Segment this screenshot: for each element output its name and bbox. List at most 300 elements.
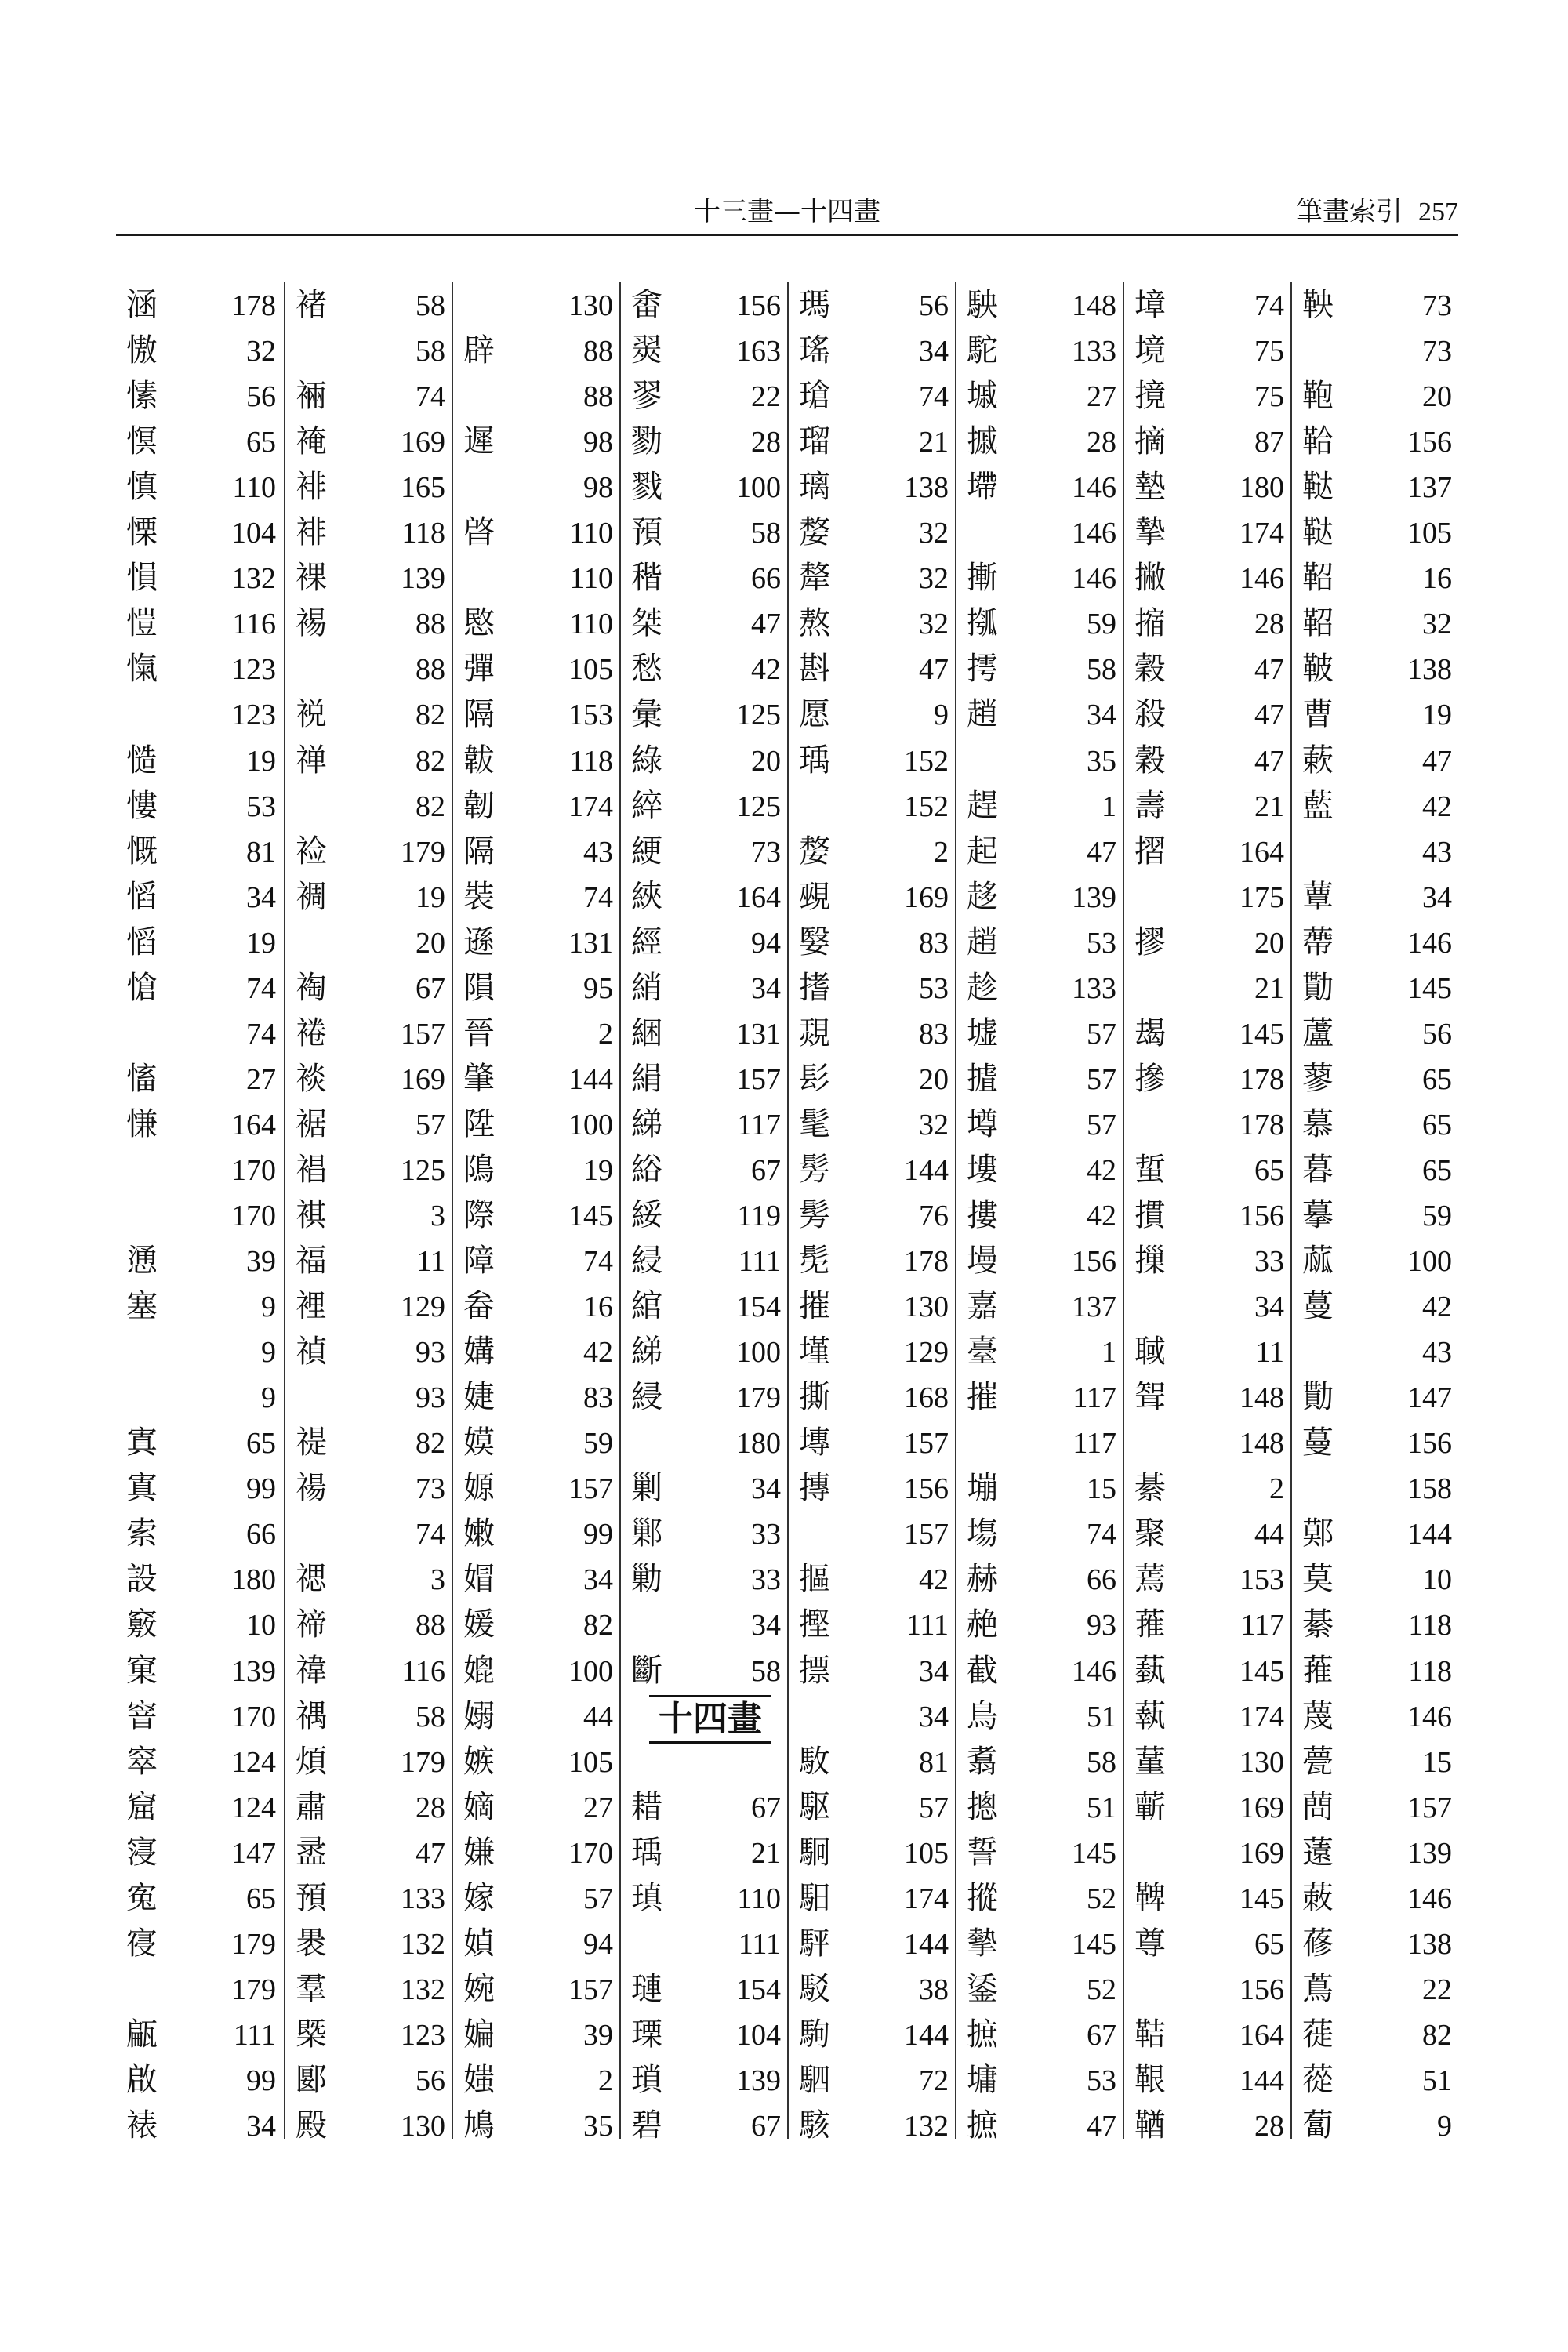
entry-character: 犛 — [799, 560, 830, 597]
index-entry — [1124, 1784, 1292, 1830]
entry-page-ref: 34 — [751, 971, 781, 1005]
entry-page-ref: 147 — [231, 1836, 276, 1870]
entry-page-ref: 3 — [430, 1200, 445, 1232]
index-entry — [453, 1011, 621, 1056]
index-entry — [1124, 1602, 1292, 1647]
entry-character: 寘 — [126, 1470, 158, 1507]
section-label: 筆畫索引 — [1296, 196, 1403, 227]
index-entry — [285, 464, 453, 510]
entry-page-ref: 132 — [401, 1973, 445, 2006]
index-entry — [1292, 783, 1460, 829]
page-number: 257 — [1418, 198, 1458, 227]
index-entry — [285, 328, 453, 373]
index-entry — [116, 1875, 284, 1921]
entry-page-ref: 179 — [736, 1381, 781, 1415]
entry-page-ref: 137 — [1407, 471, 1452, 505]
entry-page-ref: 67 — [751, 1791, 781, 1824]
entry-character: 綃 — [631, 969, 662, 1006]
entry-character: 誓 — [967, 1834, 998, 1871]
entry-character: 裪 — [296, 969, 327, 1006]
index-entry — [789, 2103, 956, 2148]
index-entry — [956, 1602, 1124, 1647]
entry-character: 窣 — [126, 1743, 158, 1780]
index-entry — [116, 920, 284, 965]
index-entry — [285, 783, 453, 829]
entry-character: 桀 — [631, 605, 662, 642]
index-entry — [789, 1830, 956, 1875]
entry-page-ref: 20 — [1254, 926, 1284, 960]
entry-character: 蔓 — [1302, 1288, 1334, 1325]
index-entry — [116, 1329, 284, 1374]
entry-page-ref: 11 — [1255, 1336, 1284, 1370]
index-entry — [621, 1011, 789, 1056]
entry-page-ref: 130 — [1240, 1745, 1284, 1779]
index-entry — [1292, 1648, 1460, 1693]
entry-page-ref: 169 — [1240, 1791, 1284, 1824]
entry-character: 裶 — [296, 514, 327, 551]
entry-page-ref: 2 — [598, 1017, 613, 1051]
index-entry — [1124, 1147, 1292, 1192]
entry-character: 預 — [631, 514, 662, 551]
entry-character: 蓷 — [1134, 1606, 1166, 1643]
entry-page-ref: 73 — [416, 1472, 445, 1506]
entry-character: 媢 — [463, 1561, 495, 1598]
entry-page-ref: 132 — [231, 562, 276, 596]
entry-character: 綆 — [631, 833, 662, 869]
entry-page-ref: 164 — [1240, 835, 1284, 869]
index-entry — [453, 874, 621, 920]
entry-page-ref: 148 — [1240, 1427, 1284, 1461]
index-entry — [453, 1830, 621, 1875]
entry-character: 瑀 — [631, 1834, 662, 1871]
index-entry — [956, 2103, 1124, 2148]
entry-page-ref: 82 — [416, 1427, 445, 1461]
index-entry — [285, 1329, 453, 1374]
entry-page-ref: 56 — [416, 2063, 445, 2097]
index-entry — [116, 282, 284, 328]
entry-page-ref: 74 — [583, 880, 613, 914]
entry-character: 愫 — [126, 378, 158, 415]
entry-character: 慠 — [126, 332, 158, 369]
index-entry — [1124, 510, 1292, 555]
entry-page-ref: 74 — [416, 380, 445, 414]
index-entry — [116, 510, 284, 555]
entry-character: 綅 — [631, 1379, 662, 1416]
entry-character: 摘 — [1134, 423, 1166, 460]
index-entry — [285, 1602, 453, 1647]
entry-character: 蓚 — [1302, 1925, 1334, 1962]
entry-character: 盝 — [296, 1834, 327, 1871]
entry-character: 戮 — [631, 469, 662, 506]
index-entry — [789, 1602, 956, 1647]
entry-character: 慕 — [1302, 1105, 1334, 1142]
index-entry — [116, 874, 284, 920]
entry-page-ref: 38 — [919, 1973, 949, 2006]
entry-character: 辟 — [463, 332, 495, 369]
index-entry — [453, 1693, 621, 1739]
entry-page-ref: 43 — [1422, 1336, 1452, 1370]
entry-page-ref: 21 — [751, 1836, 781, 1870]
index-entry — [1292, 1830, 1460, 1875]
index-entry — [116, 1602, 284, 1647]
index-entry — [789, 1511, 956, 1556]
entry-character: 禅 — [296, 742, 327, 779]
index-entry — [1124, 965, 1292, 1011]
entry-page-ref: 169 — [401, 426, 445, 459]
entry-page-ref: 94 — [751, 926, 781, 960]
index-entry — [956, 1830, 1124, 1875]
entry-page-ref: 47 — [1422, 744, 1452, 778]
entry-character: 境 — [1134, 332, 1166, 369]
entry-character: 起 — [967, 833, 998, 869]
index-entry — [285, 2103, 453, 2148]
index-entry — [789, 1192, 956, 1238]
entry-character: 畬 — [631, 287, 662, 323]
entry-page-ref: 58 — [1087, 653, 1116, 687]
index-entry — [453, 1374, 621, 1420]
index-entry — [285, 1283, 453, 1329]
entry-page-ref: 82 — [1422, 2018, 1452, 2052]
entry-page-ref: 178 — [231, 289, 276, 322]
index-entry — [1124, 373, 1292, 419]
entry-page-ref: 132 — [904, 2110, 949, 2143]
entry-page-ref: 146 — [1072, 517, 1116, 550]
index-entry — [453, 510, 621, 555]
index-entry — [116, 1374, 284, 1420]
entry-page-ref: 66 — [1087, 1563, 1116, 1597]
entry-page-ref: 34 — [919, 335, 949, 368]
index-entry — [956, 2012, 1124, 2057]
index-entry — [789, 1966, 956, 2012]
entry-page-ref: 118 — [1408, 1609, 1452, 1642]
index-entry — [956, 1556, 1124, 1602]
index-entry — [1124, 1556, 1292, 1602]
entry-page-ref: 105 — [904, 1836, 949, 1870]
index-entry — [1292, 646, 1460, 691]
entry-character: 裣 — [296, 833, 327, 869]
entry-character: 綅 — [631, 1243, 662, 1279]
entry-page-ref: 47 — [416, 1836, 445, 1870]
index-entry — [453, 1102, 621, 1147]
entry-character: 窠 — [126, 1652, 158, 1689]
entry-page-ref: 156 — [1407, 1427, 1452, 1461]
entry-character: 綦 — [1302, 1606, 1334, 1643]
entry-page-ref: 93 — [416, 1381, 445, 1415]
entry-page-ref: 52 — [1087, 1973, 1116, 2006]
index-entry — [789, 1238, 956, 1283]
index-entry — [116, 829, 284, 874]
entry-page-ref: 81 — [246, 835, 276, 869]
entry-page-ref: 117 — [1240, 1609, 1284, 1642]
index-entry — [285, 1648, 453, 1693]
entry-page-ref: 51 — [1087, 1791, 1116, 1824]
entry-character: 髧 — [799, 1243, 830, 1279]
entry-page-ref: 145 — [1072, 1836, 1116, 1870]
entry-page-ref: 138 — [1407, 1927, 1452, 1961]
index-entry — [285, 419, 453, 464]
entry-page-ref: 34 — [1087, 699, 1116, 732]
index-entry — [956, 1875, 1124, 1921]
index-entry — [1292, 1329, 1460, 1374]
entry-character: 綦 — [1134, 1470, 1166, 1507]
index-entry — [453, 2012, 621, 2057]
entry-character: 裼 — [296, 605, 327, 642]
index-entry — [1292, 282, 1460, 328]
entry-character: 摹 — [1302, 1197, 1334, 1233]
entry-character: 髟 — [799, 1060, 830, 1097]
entry-page-ref: 34 — [919, 1700, 949, 1733]
entry-page-ref: 116 — [232, 608, 276, 641]
index-entry — [621, 1374, 789, 1420]
index-entry — [621, 1147, 789, 1192]
index-entry — [116, 783, 284, 829]
entry-page-ref: 169 — [1240, 1836, 1284, 1870]
entry-page-ref: 32 — [1422, 608, 1452, 641]
entry-page-ref: 133 — [1072, 335, 1116, 368]
entry-page-ref: 152 — [904, 744, 949, 778]
entry-character: 蔕 — [1302, 924, 1334, 960]
index-entry — [285, 1238, 453, 1283]
entry-character: 摽 — [799, 1652, 830, 1689]
entry-character: 裞 — [296, 696, 327, 733]
entry-page-ref: 138 — [1407, 653, 1452, 687]
entry-page-ref: 20 — [1422, 380, 1452, 414]
entry-page-ref: 19 — [416, 880, 445, 914]
entry-character: 摯 — [1134, 514, 1166, 551]
index-column — [787, 282, 956, 2143]
index-entry — [1292, 920, 1460, 965]
index-entry — [285, 1830, 453, 1875]
entry-character: 鄚 — [1302, 1515, 1334, 1552]
entry-character: 摺 — [1134, 833, 1166, 869]
index-entry — [621, 1329, 789, 1374]
index-entry — [116, 2103, 284, 2148]
entry-character: 摳 — [799, 1561, 830, 1598]
stroke-index-table — [116, 282, 1458, 2143]
index-entry — [1124, 1011, 1292, 1056]
entry-character: 媜 — [463, 1925, 495, 1962]
index-entry — [789, 1329, 956, 1374]
entry-page-ref: 148 — [1072, 289, 1116, 322]
index-entry — [453, 738, 621, 783]
entry-page-ref: 16 — [1422, 562, 1452, 596]
entry-page-ref: 157 — [736, 1062, 781, 1096]
entry-page-ref: 93 — [1087, 1609, 1116, 1642]
entry-character: 耤 — [631, 1788, 662, 1825]
entry-page-ref: 139 — [401, 562, 445, 596]
entry-character: 綠 — [631, 742, 662, 779]
entry-character: 煩 — [296, 1743, 327, 1780]
entry-page-ref: 144 — [904, 1153, 949, 1187]
entry-character: 鳩 — [463, 2107, 495, 2143]
entry-character: 馹 — [799, 1879, 830, 1916]
entry-page-ref: 20 — [919, 1062, 949, 1096]
entry-character: 嫄 — [463, 1470, 495, 1507]
entry-character: 勦 — [631, 1561, 662, 1598]
entry-page-ref: 125 — [736, 699, 781, 732]
entry-page-ref: 56 — [246, 380, 276, 414]
index-entry — [789, 2012, 956, 2057]
entry-page-ref: 100 — [736, 1336, 781, 1370]
entry-page-ref: 42 — [1087, 1153, 1116, 1187]
index-entry — [621, 874, 789, 920]
entry-page-ref: 33 — [1254, 1245, 1284, 1279]
entry-page-ref: 130 — [904, 1290, 949, 1324]
index-entry — [1124, 282, 1292, 328]
entry-page-ref: 72 — [919, 2063, 949, 2097]
index-entry — [285, 1556, 453, 1602]
entry-page-ref: 164 — [1240, 2018, 1284, 2052]
index-entry — [453, 1739, 621, 1784]
index-entry — [789, 1648, 956, 1693]
entry-page-ref: 180 — [1240, 471, 1284, 505]
entry-page-ref: 65 — [246, 1427, 276, 1461]
entry-page-ref: 76 — [919, 1200, 949, 1232]
index-entry — [789, 1784, 956, 1830]
index-entry — [1124, 1693, 1292, 1739]
entry-page-ref: 146 — [1072, 562, 1116, 596]
entry-page-ref: 47 — [919, 653, 949, 687]
entry-character: 摼 — [799, 1606, 830, 1643]
entry-page-ref: 42 — [1422, 1290, 1452, 1324]
entry-page-ref: 74 — [1254, 289, 1284, 322]
entry-page-ref: 56 — [919, 289, 949, 322]
index-entry — [956, 1329, 1124, 1374]
entry-page-ref: 32 — [246, 335, 276, 368]
entry-page-ref: 110 — [737, 1882, 781, 1915]
entry-character: 摠 — [967, 1788, 998, 1825]
entry-character: 窨 — [126, 1697, 158, 1734]
index-entry — [116, 373, 284, 419]
entry-page-ref: 156 — [1240, 1973, 1284, 2006]
entry-character: 駇 — [799, 1743, 830, 1780]
index-entry — [1292, 1511, 1460, 1556]
entry-page-ref: 94 — [583, 1927, 613, 1961]
entry-page-ref: 157 — [904, 1518, 949, 1552]
entry-character: 裺 — [296, 423, 327, 460]
index-entry — [621, 373, 789, 419]
index-entry — [116, 1147, 284, 1192]
index-entry — [453, 328, 621, 373]
entry-character: 摭 — [967, 2107, 998, 2143]
entry-page-ref: 164 — [231, 1108, 276, 1142]
entry-character: 瑪 — [799, 287, 830, 323]
entry-character: 綌 — [631, 1151, 662, 1188]
entry-character: 翜 — [631, 332, 662, 369]
entry-page-ref: 16 — [583, 1290, 613, 1324]
entry-character: 裷 — [296, 1014, 327, 1051]
entry-character: 瑣 — [631, 2061, 662, 2098]
index-entry — [1292, 2103, 1460, 2148]
entry-character: 禘 — [296, 1606, 327, 1643]
entry-page-ref: 144 — [568, 1062, 613, 1096]
entry-character: 墫 — [967, 1105, 998, 1142]
entry-page-ref: 170 — [568, 1836, 613, 1870]
entry-character: 鞅 — [1302, 287, 1334, 323]
entry-page-ref: 178 — [1240, 1108, 1284, 1142]
entry-character: 駍 — [799, 1925, 830, 1962]
entry-character: 翏 — [631, 378, 662, 415]
index-entry — [956, 282, 1124, 328]
index-entry — [1292, 1420, 1460, 1465]
entry-page-ref: 57 — [1087, 1062, 1116, 1096]
entry-character: 瑠 — [799, 423, 830, 460]
entry-page-ref: 32 — [919, 1108, 949, 1142]
index-entry — [789, 1374, 956, 1420]
index-entry — [116, 2057, 284, 2103]
index-entry — [1292, 1602, 1460, 1647]
index-entry — [285, 1420, 453, 1465]
entry-page-ref: 58 — [1087, 1745, 1116, 1779]
entry-page-ref: 179 — [401, 835, 445, 869]
entry-page-ref: 88 — [416, 1609, 445, 1642]
entry-page-ref: 156 — [1407, 426, 1452, 459]
entry-character: 鞑 — [1302, 469, 1334, 506]
entry-character: 蘆 — [1302, 1014, 1334, 1051]
index-entry — [116, 2012, 284, 2057]
entry-character: 璃 — [799, 469, 830, 506]
entry-character: 瑱 — [631, 1879, 662, 1916]
entry-page-ref: 180 — [231, 1563, 276, 1597]
entry-page-ref: 42 — [1087, 1200, 1116, 1232]
index-entry — [789, 2057, 956, 2103]
entry-page-ref: 170 — [231, 1153, 276, 1187]
entry-page-ref: 124 — [231, 1745, 276, 1779]
entry-character: 蔌 — [1302, 742, 1334, 779]
entry-character: 隔 — [463, 696, 495, 733]
entry-character: 慊 — [126, 1105, 158, 1142]
index-entry — [789, 1739, 956, 1784]
index-entry — [956, 1238, 1124, 1283]
entry-page-ref: 67 — [751, 1153, 781, 1187]
index-entry — [621, 2057, 789, 2103]
index-entry — [285, 1056, 453, 1102]
entry-page-ref: 157 — [568, 1472, 613, 1506]
index-entry — [285, 920, 453, 965]
entry-page-ref: 82 — [416, 789, 445, 823]
entry-page-ref: 105 — [568, 653, 613, 687]
entry-page-ref: 154 — [736, 1290, 781, 1324]
index-entry — [1124, 464, 1292, 510]
entry-page-ref: 99 — [583, 1518, 613, 1552]
entry-page-ref: 110 — [232, 471, 276, 505]
entry-character: 墆 — [967, 469, 998, 506]
entry-page-ref: 146 — [1072, 1654, 1116, 1688]
index-entry — [1292, 601, 1460, 646]
entry-page-ref: 65 — [1422, 1108, 1452, 1142]
index-entry — [116, 1693, 284, 1739]
entry-page-ref: 144 — [1240, 2063, 1284, 2097]
index-entry — [285, 1102, 453, 1147]
entry-character: 際 — [463, 1197, 495, 1233]
entry-page-ref: 179 — [231, 1973, 276, 2006]
entry-page-ref: 67 — [416, 971, 445, 1005]
index-entry — [789, 1420, 956, 1465]
entry-character: 裱 — [126, 2107, 158, 2143]
entry-character: 絹 — [631, 1060, 662, 1097]
index-entry — [956, 874, 1124, 920]
entry-page-ref: 53 — [1087, 2063, 1116, 2097]
entry-character: 蔔 — [1302, 2107, 1334, 2143]
index-entry — [1292, 1283, 1460, 1329]
index-entry — [789, 965, 956, 1011]
index-entry — [1124, 1238, 1292, 1283]
entry-page-ref: 146 — [1407, 1882, 1452, 1915]
entry-page-ref: 47 — [751, 608, 781, 641]
index-entry — [285, 1511, 453, 1556]
entry-page-ref: 58 — [416, 335, 445, 368]
entry-character: 愾 — [126, 651, 158, 688]
